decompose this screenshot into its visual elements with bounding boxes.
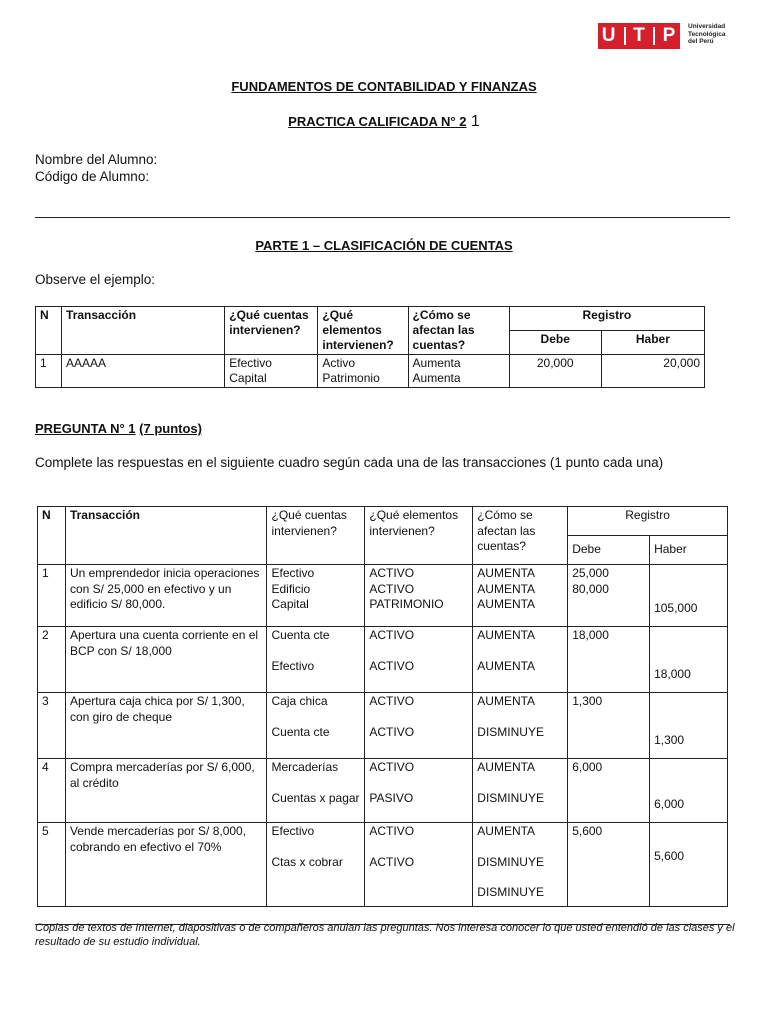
row-n: 3 [38,693,66,759]
row-accounts [267,823,365,907]
effect-line: AUMENTA [477,628,536,642]
row-debe: 18,000 [568,627,650,693]
effect-line: AUMENTA [477,597,536,611]
effect-line: DISMINUYE [477,724,544,739]
table-row [38,693,728,759]
part1-title: PARTE 1 – CLASIFICACIÓN DE CUENTAS [255,238,513,253]
question-heading [35,421,202,436]
element-line: ACTIVO [369,724,415,739]
account-line: Caja chica [271,694,328,708]
header-transaction: Transacción [65,507,267,565]
example-debe: 20,000 [509,355,601,388]
example-table [35,306,705,388]
account-line: Capital [271,597,309,611]
element-line: PASIVO [369,790,414,805]
row-debe [568,565,650,627]
practice-title [0,113,768,131]
row-transaction: Apertura caja chica por S/ 1,300, con giro de cheque [65,693,267,759]
account-line: Cuentas x pagar [271,790,360,805]
account-line: Edificio [271,581,311,596]
header-effect: ¿Cómo se afectan las cuentas? [473,507,568,565]
account-line: Cuenta cte [271,628,330,642]
element-line: PATRIMONIO [369,597,444,611]
table-row [38,627,728,693]
logo-letter-p: P [662,25,677,46]
row-transaction: Compra mercaderías por S/ 6,000, al crédito [65,759,267,823]
account-line: Efectivo [271,824,315,838]
row-elements [365,693,473,759]
logo-letter-t: T [633,25,646,46]
row-effects [473,565,568,627]
header-registro: Registro [568,507,728,536]
logo-text-line: del Perú [688,38,714,45]
debe-line: 25,000 [572,566,609,580]
effect-line: DISMINUYE [477,885,544,899]
row-debe: 6,000 [568,759,650,823]
student-code-label: Código de Alumno: [35,169,150,184]
element-line: ACTIVO [369,694,415,708]
header-accounts: ¿Qué cuentas intervienen? [225,307,318,355]
effect-line: AUMENTA [477,824,536,838]
question-points: (7 puntos) [139,421,202,436]
footer-note: Copias de textos de Internet, diapositivas o de compañeros anulan las preguntas. Nos interesa conocer lo que usted entendió de las clases y el resultado de su estudio individual. [35,922,735,948]
row-transaction: Un emprendedor inicia operaciones con S/ 25,000 en efectivo y un edificio S/ 80,000. [65,565,267,627]
example-header-row [36,307,705,331]
account-line: Ctas x cobrar [271,854,343,869]
example-intro: Observe el ejemplo: [35,272,156,287]
element-line: Patrimonio [322,371,380,385]
effect-line: AUMENTA [477,760,536,774]
example-accounts [225,355,318,388]
row-accounts [267,693,365,759]
row-n: 1 [38,565,66,627]
row-accounts [267,627,365,693]
effect-line: Aumenta [412,356,461,370]
header-debe: Debe [509,331,601,355]
row-haber: 1,300 [650,693,728,759]
utp-logo [598,23,680,49]
row-effects [473,759,568,823]
account-line: Efectivo [229,356,272,370]
example-n: 1 [36,355,62,388]
answer-table [37,506,728,907]
row-elements [365,823,473,907]
logo-text-line: Universidad [688,23,726,30]
header-debe: Debe [568,536,650,565]
table-row [38,565,728,627]
effect-line: AUMENTA [477,581,536,596]
element-line: ACTIVO [369,854,415,869]
header-registro: Registro [509,307,704,331]
logo-letter-u: U [601,25,617,46]
row-haber: 5,600 [650,823,728,907]
row-elements [365,759,473,823]
row-accounts [267,759,365,823]
row-effects [473,823,568,907]
header-haber: Haber [601,331,704,355]
header-n: N [36,307,62,355]
element-line: ACTIVO [369,760,415,774]
table-row [38,759,728,823]
row-elements [365,565,473,627]
row-effects [473,627,568,693]
account-line: Capital [229,371,267,385]
account-line: Efectivo [271,566,315,580]
debe-line: 80,000 [572,581,609,596]
row-haber: 18,000 [650,627,728,693]
effect-line: Aumenta [412,371,461,385]
header-effect: ¿Cómo se afectan las cuentas? [408,307,509,355]
header-elements: ¿Qué elementos intervienen? [365,507,473,565]
row-effects [473,693,568,759]
account-line: Efectivo [271,658,315,673]
effect-line: DISMINUYE [477,854,544,869]
practice-number: 1 [470,113,480,130]
row-transaction: Apertura una cuenta corriente en el BCP con S/ 18,000 [65,627,267,693]
row-debe: 5,600 [568,823,650,907]
student-name-label: Nombre del Alumno: [35,152,158,167]
row-debe: 1,300 [568,693,650,759]
header-elements: ¿Qué elementos intervienen? [318,307,408,355]
header-haber: Haber [650,536,728,565]
element-line: ACTIVO [369,824,415,838]
logo-university-name [688,23,748,46]
header-n: N [38,507,66,565]
row-n: 5 [38,823,66,907]
logo-separator [653,27,655,45]
row-n: 2 [38,627,66,693]
example-transaction: AAAAA [62,355,225,388]
effect-line: AUMENTA [477,658,536,673]
example-effects [408,355,509,388]
element-line: ACTIVO [369,566,415,580]
account-line: Mercaderías [271,760,339,774]
header-transaction: Transacción [62,307,225,355]
row-accounts [267,565,365,627]
row-elements [365,627,473,693]
element-line: ACTIVO [369,628,415,642]
example-elements [318,355,408,388]
row-haber: 6,000 [650,759,728,823]
course-title: FUNDAMENTOS DE CONTABILIDAD Y FINANZAS [231,79,537,94]
element-line: Activo [322,356,356,370]
example-haber: 20,000 [601,355,704,388]
header-accounts: ¿Qué cuentas intervienen? [267,507,365,565]
element-line: ACTIVO [369,581,415,596]
answer-header-row [38,507,728,536]
effect-line: AUMENTA [477,566,536,580]
row-n: 4 [38,759,66,823]
example-row [36,355,705,388]
logo-text-line: Tecnológica [688,30,726,38]
row-haber: 105,000 [650,565,728,627]
practice-title-text: PRACTICA CALIFICADA N° 2 [288,114,467,129]
effect-line: AUMENTA [477,694,536,708]
effect-line: DISMINUYE [477,790,544,805]
question-text: Complete las respuestas en el siguiente cuadro según cada una de las transacciones (1 punto cada una) [35,455,664,470]
account-line: Cuenta cte [271,724,330,739]
logo-separator [624,27,626,45]
table-row [38,823,728,907]
row-transaction: Vende mercaderías por S/ 8,000, cobrando en efectivo el 70% [65,823,267,907]
divider [35,217,730,218]
element-line: ACTIVO [369,658,415,673]
question-label: PREGUNTA N° 1 [35,421,136,436]
